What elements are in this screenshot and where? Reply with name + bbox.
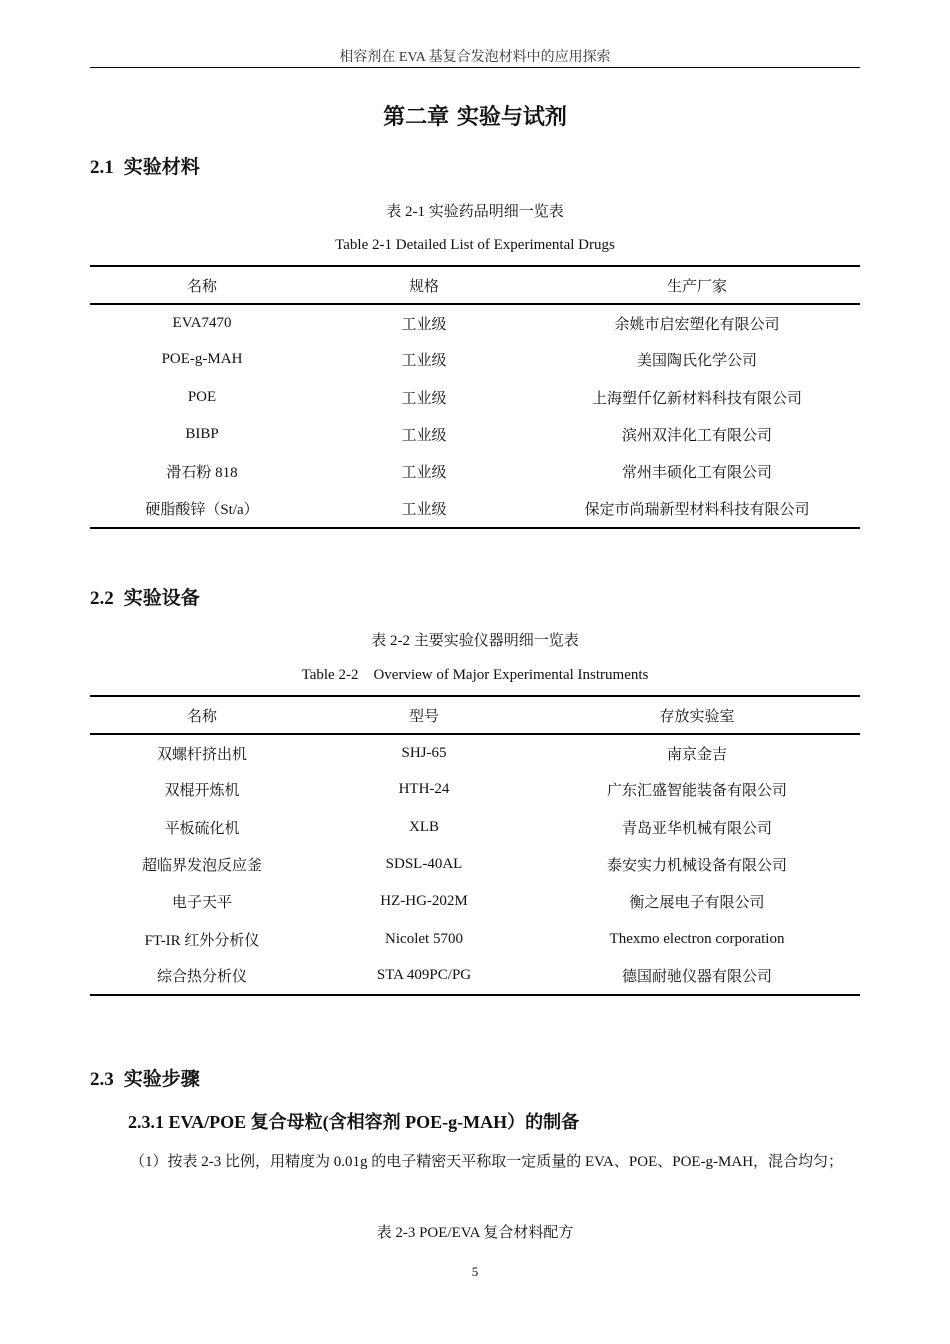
table-row: [90, 920, 860, 957]
column-header: 型号: [314, 696, 534, 734]
column-header: 名称: [90, 696, 314, 734]
table-cell: 平板硫化机: [164, 820, 240, 837]
table2-caption-en: Table 2-2 Overview of Major Experimental Instruments: [301, 667, 649, 683]
table-cell: SHJ-65: [401, 744, 447, 761]
table-cell: 上海塑仟亿新材料科技有限公司: [591, 390, 802, 407]
chapter-title: 第二章 实验与试剂: [383, 105, 567, 130]
section-number: 2.2: [90, 588, 114, 609]
subsection-heading: 2.3.1 EVA/POE 复合母粒(含相容剂 POE-g-MAH）的制备: [128, 1112, 580, 1132]
column-header: 生产厂家: [534, 266, 860, 304]
table-cell: 青岛亚华机械有限公司: [621, 820, 772, 837]
table1-caption-en: Table 2-1 Detailed List of Experimental Drugs: [335, 237, 615, 253]
column-header: 名称: [90, 266, 314, 304]
table-row: [90, 341, 860, 378]
table2-caption-cn: 表 2-2 主要实验仪器明细一览表: [371, 633, 579, 649]
table-cell: BIBP: [185, 426, 219, 443]
table-cell: 硬脂酸锌（St/a）: [90, 490, 314, 527]
table-cell: 美国陶氏化学公司: [636, 353, 757, 370]
table-row: [90, 734, 860, 771]
table-cell: 综合热分析仪: [90, 958, 314, 995]
table-cell: XLB: [409, 818, 439, 835]
body-paragraph: （1）按表 2-3 比例，用精度为 0.01g 的电子精密天平称取一定质量的 EVA、POE、POE-g-MAH，混合均匀；: [130, 1154, 844, 1170]
table-cell: HZ-HG-202M: [380, 893, 468, 910]
column-header: 规格: [314, 266, 534, 304]
table-cell: STA 409PC/PG: [314, 958, 534, 995]
section-number: 2.3: [90, 1069, 114, 1090]
column-header: 存放实验室: [534, 696, 860, 734]
table-row: [90, 379, 860, 416]
table-cell: 双螺杆挤出机: [156, 746, 247, 763]
table-cell: 滨州双沣化工有限公司: [621, 428, 772, 445]
table-cell: 德国耐驰仪器有限公司: [534, 958, 860, 995]
table-cell: EVA7470: [172, 314, 232, 331]
table-header-row: [90, 266, 860, 304]
table-cell: 广东汇盛智能装备有限公司: [606, 783, 787, 800]
table-cell: Thexmo electron corporation: [609, 930, 785, 947]
table-cell: 双棍开炼机: [164, 783, 240, 800]
table-cell: HTH-24: [398, 781, 450, 798]
table1-caption-cn: 表 2-1 实验药品明细一览表: [386, 204, 564, 220]
table-row: [90, 846, 860, 883]
table-row: [90, 958, 860, 995]
running-header: 相容剂在 EVA 基复合发泡材料中的应用探索: [339, 50, 611, 65]
table-row: [90, 490, 860, 527]
table-cell: SDSL-40AL: [385, 856, 463, 873]
table-row: [90, 883, 860, 920]
section-heading-materials: [90, 152, 200, 179]
table-cell: 南京金吉: [666, 746, 727, 763]
page-number: 5: [471, 1264, 479, 1279]
section-title: 实验材料: [123, 156, 200, 178]
table-row: [90, 453, 860, 490]
table-cell: POE: [187, 388, 217, 405]
section-title: 实验步骤: [123, 1068, 200, 1090]
table-cell: Nicolet 5700: [385, 930, 463, 947]
equipment-table: [90, 695, 860, 996]
section-number: 2.1: [90, 157, 114, 178]
table-cell: 常州丰硕化工有限公司: [621, 465, 772, 482]
table-cell: 工业级: [401, 390, 447, 407]
table-cell: 工业级: [401, 428, 447, 445]
table-cell: 工业级: [401, 353, 447, 370]
table-row: [90, 304, 860, 341]
table-cell: 工业级: [401, 316, 447, 333]
table-row: [90, 771, 860, 808]
header-rule: [90, 67, 860, 68]
table-cell: 电子天平: [171, 895, 232, 912]
section-heading-procedure: [90, 1064, 200, 1091]
table-cell: FT-IR 红外分析仪: [144, 932, 260, 949]
table-row: [90, 809, 860, 846]
table-row: [90, 416, 860, 453]
section-title: 实验设备: [123, 587, 200, 609]
table-cell: 保定市尚瑞新型材料科技有限公司: [534, 490, 860, 527]
table-cell: 泰安实力机械设备有限公司: [606, 858, 787, 875]
table-cell: POE-g-MAH: [161, 351, 243, 368]
table-cell: 工业级: [401, 465, 447, 482]
table-cell: 超临界发泡反应釜: [141, 858, 262, 875]
table-cell: 余姚市启宏塑化有限公司: [614, 316, 780, 333]
materials-table: [90, 265, 860, 529]
table-cell: 衡之展电子有限公司: [629, 895, 765, 912]
table-cell: 工业级: [314, 490, 534, 527]
table-header-row: [90, 696, 860, 734]
table-cell: 滑石粉 818: [166, 465, 238, 482]
table3-caption-cn: 表 2-3 POE/EVA 复合材料配方: [376, 1225, 574, 1241]
section-heading-equipment: [90, 583, 200, 610]
